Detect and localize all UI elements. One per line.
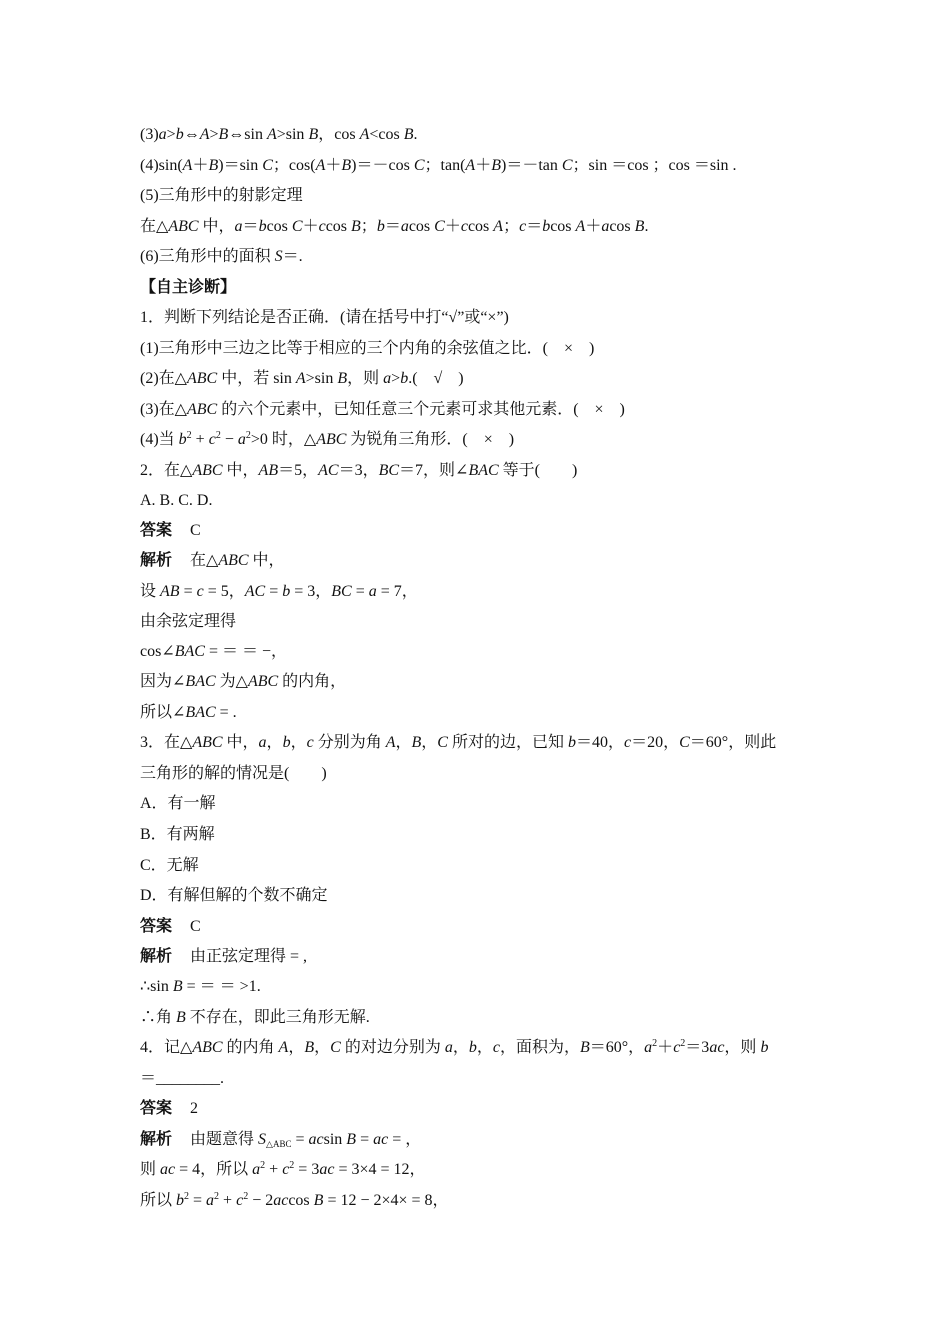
- question-3-option-d: D．有解但解的个数不确定: [140, 887, 328, 904]
- question-1-item-4: (4)当 $b^2 + c^2 - a^2>0$ 时，△ABC 为锐角三角形．( × ): [140, 430, 515, 448]
- question-3-solution-1: 解析 由正弦定理得 = ,: [140, 948, 308, 965]
- question-3-solution-3: ∴角 B 不存在，即此三角形无解.: [140, 1009, 370, 1026]
- question-2-solution-5: 因为∠BAC 为△ABC 的内角，: [140, 673, 347, 690]
- question-3-option-a: A．有一解: [140, 795, 216, 812]
- question-2-answer: 答案 C: [140, 522, 201, 539]
- question-4: 4．记△ABC 的内角 A，B，C 的对边分别为 a，b，c，面积为，B＝60°，$a^2+c^2=3ac$，则 b: [140, 1038, 769, 1056]
- question-1: 1．判断下列结论是否正确．(请在括号中打“√”或“×”): [140, 309, 509, 326]
- projection-theorem-title: (5)三角形中的射影定理: [140, 187, 303, 204]
- formula-line-4: (4)sin(A＋B)＝sin C；cos(A＋B)＝－cos C；tan(A＋B)＝－tan C；sin ＝cos ；cos ＝sin .: [140, 157, 737, 174]
- question-4-answer: 答案 2: [140, 1100, 199, 1117]
- question-2-solution-6: 所以∠BAC = .: [140, 704, 237, 721]
- question-4-solution-1: 解析 由题意得 $S_{\triangle ABC} = acsin$ B = ac = ，: [140, 1131, 422, 1149]
- question-2-solution-1: 解析 在△ABC 中，: [140, 552, 285, 569]
- question-3-solution-2: ∴sin B = ＝ ＝ >1.: [140, 978, 261, 995]
- projection-formulas: 在△ABC 中，a＝bcos C＋ccos B；b＝acos C＋ccos A；c＝bcos A＋acos B.: [140, 218, 649, 235]
- question-1-item-2: (2)在△ABC 中，若 sin A>sin B，则 a>b.( √ ): [140, 370, 464, 387]
- question-1-item-3: (3)在△ABC 的六个元素中，已知任意三个元素可求其他元素．( × ): [140, 401, 625, 418]
- question-2-options: A. B. C. D.: [140, 492, 213, 509]
- question-3-cont: 三角形的解的情况是( ): [140, 765, 327, 782]
- question-3-option-c: C．无解: [140, 857, 199, 874]
- area-formula: (6)三角形中的面积 S＝.: [140, 248, 303, 265]
- question-3-option-b: B．有两解: [140, 826, 215, 843]
- formula-line-3: (3)a>b⇔A>B⇔sin A>sin B，cos A<cos B.: [140, 126, 418, 143]
- question-4-blank: ＝________.: [140, 1070, 225, 1087]
- self-diagnosis-header: 【自主诊断】: [140, 279, 237, 296]
- question-2-solution-4: cos∠BAC = ＝ ＝ −，: [140, 643, 288, 660]
- question-2: 2．在△ABC 中，AB＝5，AC＝3，BC＝7，则∠BAC 等于( ): [140, 462, 578, 479]
- question-1-item-1: (1)三角形中三边之比等于相应的三个内角的余弦值之比．( × ): [140, 340, 595, 357]
- question-2-solution-2: 设 AB = c = 5，AC = b = 3，BC = a = 7，: [140, 583, 418, 600]
- question-4-solution-3: 所以 $b^2 = a^2 + c^2 - 2accos$ B = 12 − 2×4× = 8，: [140, 1191, 449, 1209]
- question-3: 3．在△ABC 中，a，b，c 分别为角 A，B，C 所对的边，已知 b＝40，c＝20，C＝60°，则此: [140, 734, 777, 751]
- question-2-solution-3: 由余弦定理得: [140, 613, 237, 630]
- question-4-solution-2: 则 ac = 4，所以 $a^2 + c^2 = 3ac = 3\times 4 = 12$，: [140, 1160, 426, 1178]
- question-3-answer: 答案 C: [140, 918, 201, 935]
